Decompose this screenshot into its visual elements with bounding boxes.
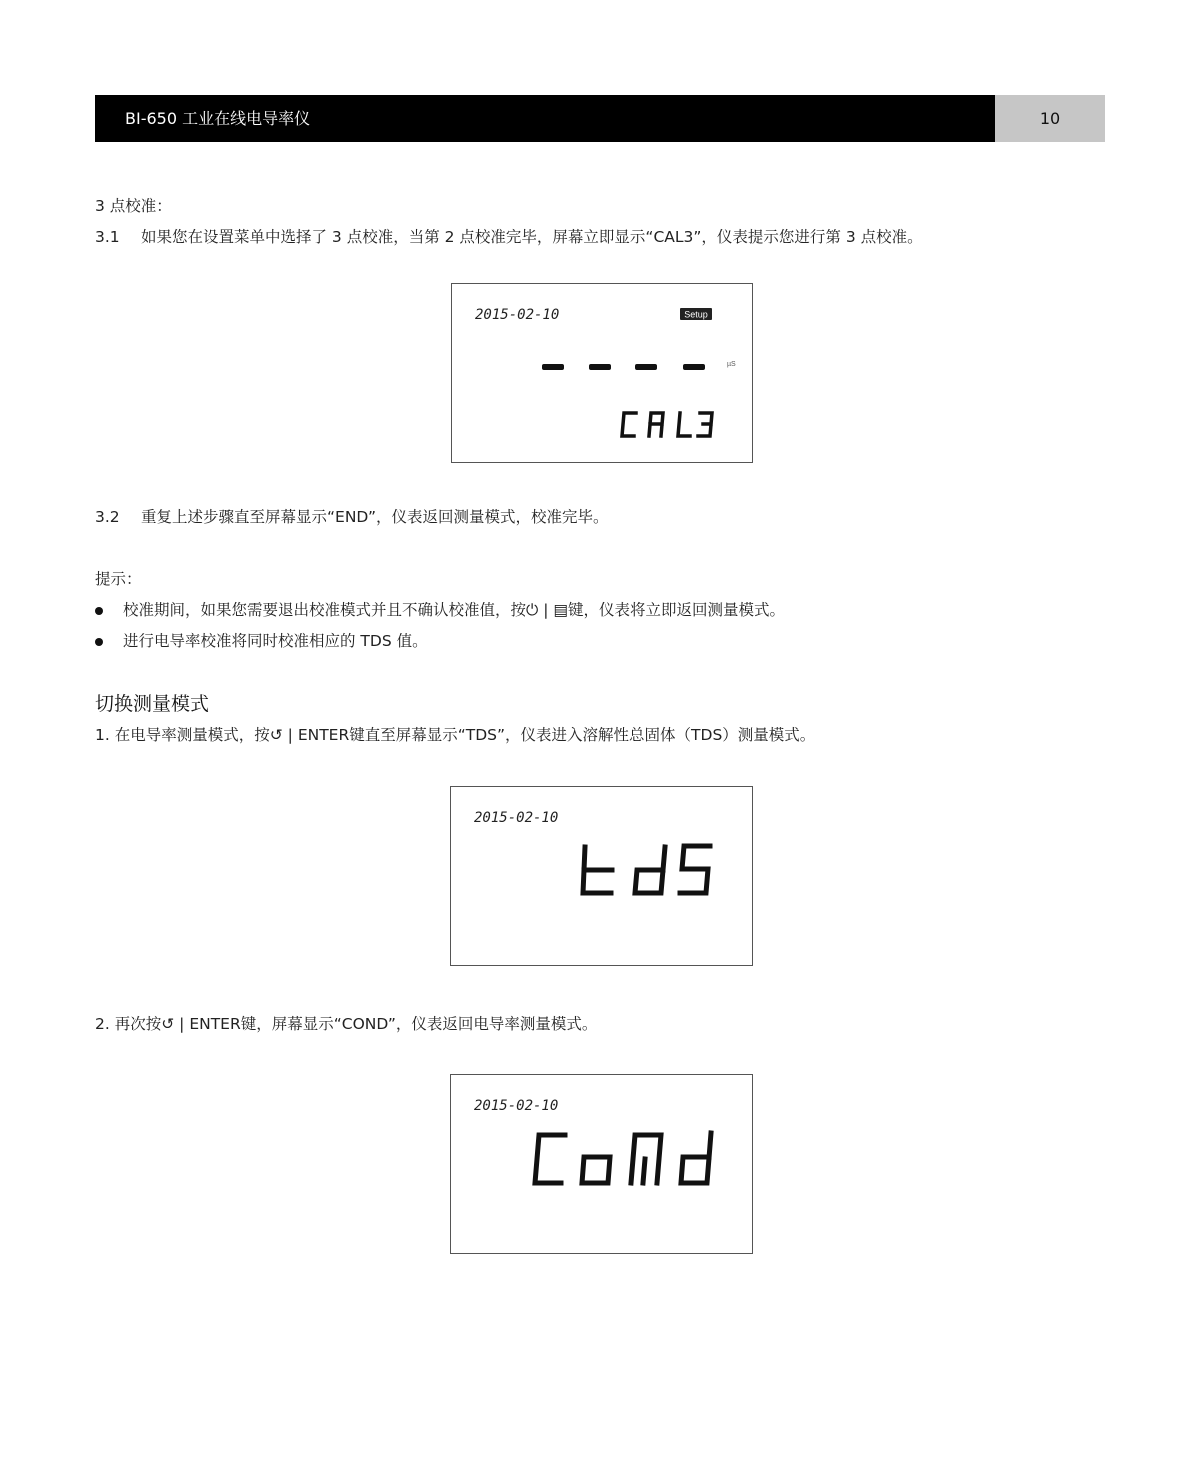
lcd-char-n [631,1135,661,1183]
cal3-step-2 [95,507,608,527]
bullet-icon [95,638,103,646]
enter-key: ↺ | ENTER [161,1015,241,1033]
lcd-date: 2015-02-10 [475,307,560,323]
tip-text: 校准期间，如果您需要退出校准模式并且不确认校准值，按 [123,601,527,619]
lcd-char-l [678,413,690,436]
cal3-step-1 [95,227,923,247]
cal3-heading: 3 点校准： [95,197,172,215]
dash-segment [589,364,611,370]
setup-badge: Setup [684,309,708,320]
dash-segment [542,364,564,370]
enter-key: ↺ | ENTER [269,726,350,744]
tip-item [95,600,785,620]
lcd-digits-tds [583,846,710,893]
lcd-display-cal3 [451,283,753,463]
lcd-char-s [680,846,710,893]
dash-segment [683,364,705,370]
step-text: 在电导率测量模式，按 [114,726,270,744]
lcd-display-tds [450,786,753,966]
step-text: 如果您在设置菜单中选择了 3 点校准，当第 2 点校准完毕，屏幕立即显示“CAL3”，仪表提示您进行第 3 点校准。 [141,228,923,246]
step-text: 键直至屏幕显示“TDS”，仪表进入溶解性总固体（TDS）测量模式。 [349,726,816,744]
lcd-digits-cal3 [622,413,712,436]
tips-heading: 提示： [95,570,142,588]
lcd-char-t [583,847,612,893]
page-number-box [995,95,1105,142]
step-number: 3.1 [95,228,120,246]
lcd-date: 2015-02-10 [474,810,559,826]
step-text: 再次按 [114,1015,162,1033]
lcd-char-o [582,1157,610,1183]
lcd-date: 2015-02-10 [474,1098,559,1114]
switch-step-2 [95,1014,597,1034]
step-number: 1. [95,726,110,744]
section-heading: 切换测量模式 [95,693,210,715]
lcd-char-d [681,1133,711,1183]
lcd-char-a [649,413,663,436]
lcd-char-d [635,847,665,893]
tip-item [95,631,428,651]
tip-text: 进行电导率校准将同时校准相应的 TDS 值。 [123,632,428,650]
page-number: 10 [1039,109,1061,128]
tip-text: 键，仪表将立即返回测量模式。 [568,601,786,619]
lcd-digits-cond [535,1133,711,1183]
lcd-display-cond [450,1074,753,1254]
lcd-char-c [535,1135,565,1183]
unit-label: µS [727,361,736,368]
switch-step-1 [95,725,815,745]
step-number: 2. [95,1015,110,1033]
step-text: 键，屏幕显示“COND”，仪表返回电导率测量模式。 [240,1015,598,1033]
dash-segments [542,364,705,370]
lcd-char-c [622,413,636,436]
bullet-icon [95,607,103,615]
lcd-char-3 [698,413,712,436]
step-number: 3.2 [95,508,120,526]
document-title: BI-650 工业在线电导率仪 [125,109,311,128]
dash-segment [635,364,657,370]
step-text: 重复上述步骤直至屏幕显示“END”，仪表返回测量模式，校准完毕。 [141,508,609,526]
power-menu-key: ⏻ | ▤ [526,601,568,619]
page-header [95,95,995,142]
